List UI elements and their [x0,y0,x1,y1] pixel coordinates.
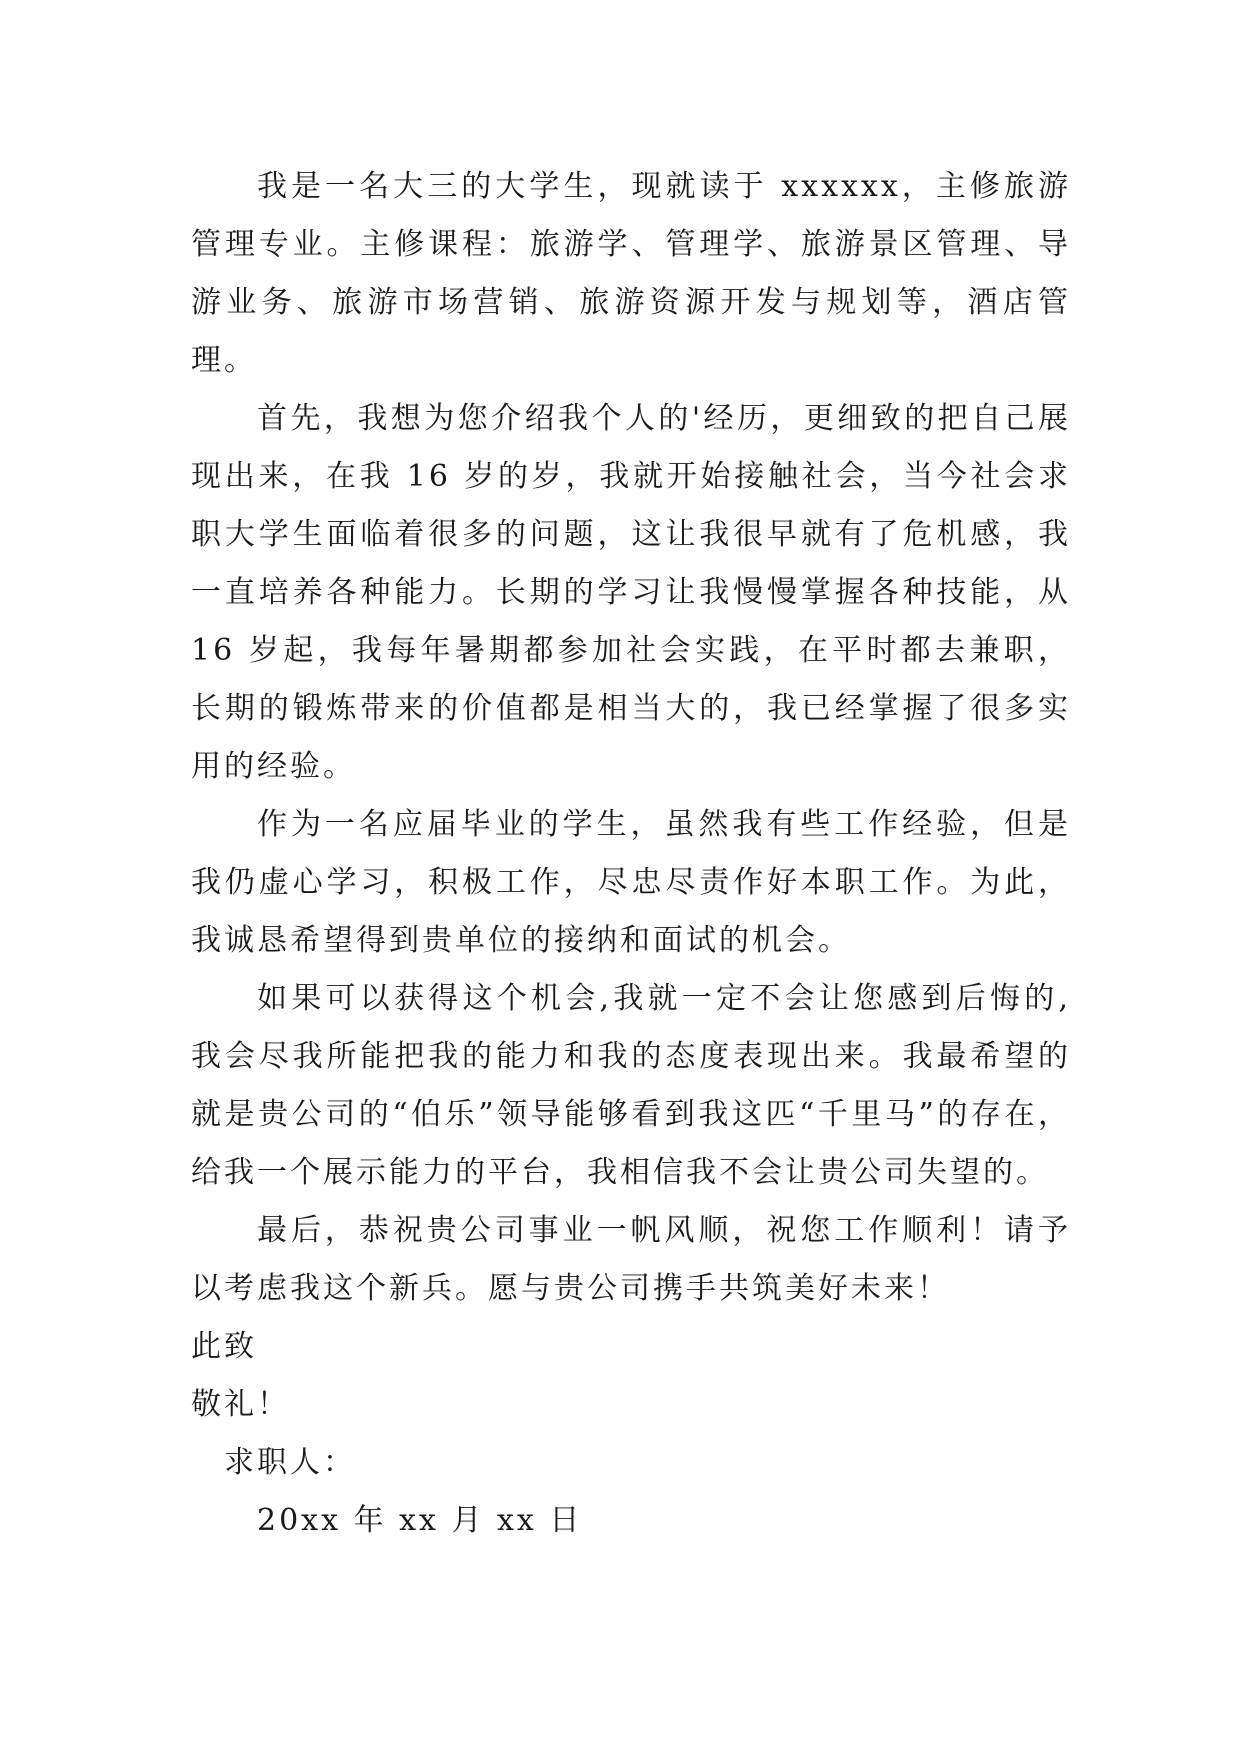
closing-salutation-2: 敬礼！ [191,1387,290,1422]
paragraph-request: 作为一名应届毕业的学生，虽然我有些工作经验，但是我仍虚心学习，积极工作，尽忠尽责作好本职工作。为此，我诚恳希望得到贵单位的接纳和面试的机会。 [191,807,1071,958]
paragraph-closing: 最后，恭祝贵公司事业一帆风顺，祝您工作顺利！请予以考虑我这个新兵。愿与贵公司携手共筑美好未来！ [191,1213,1071,1306]
letter-body [191,158,1071,1550]
paragraph-commitment: 如果可以获得这个机会,我就一定不会让您感到后悔的,我会尽我所能把我的能力和我的态度表现出来。我最希望的就是贵公司的“伯乐”领导能够看到我这匹“千里马”的存在，给我一个展示能力的平台，我相信我不会让贵公司失望的。 [191,981,1071,1190]
paragraph-experience: 首先，我想为您介绍我个人的'经历，更细致的把自己展现出来，在我 16 岁的岁，我就开始接触社会，当今社会求职大学生面临着很多的问题，这让我很早就有了危机感，我一直培养各种能力。长期的学习让我慢慢掌握各种技能，从 16 岁起，我每年暑期都参加社会实践，在平时都去兼职，长期的锻炼带来的价值都是相当大的，我已经掌握了很多实用的经验。 [191,401,1071,784]
paragraph-intro: 我是一名大三的大学生，现就读于 xxxxxx，主修旅游管理专业。主修课程：旅游学、管理学、旅游景区管理、导游业务、旅游市场营销、旅游资源开发与规划等，酒店管理。 [191,169,1071,378]
letter-date: 20xx 年 xx 月 xx 日 [257,1503,583,1538]
closing-salutation-1: 此致 [191,1329,257,1364]
signature-label: 求职人： [224,1445,356,1480]
